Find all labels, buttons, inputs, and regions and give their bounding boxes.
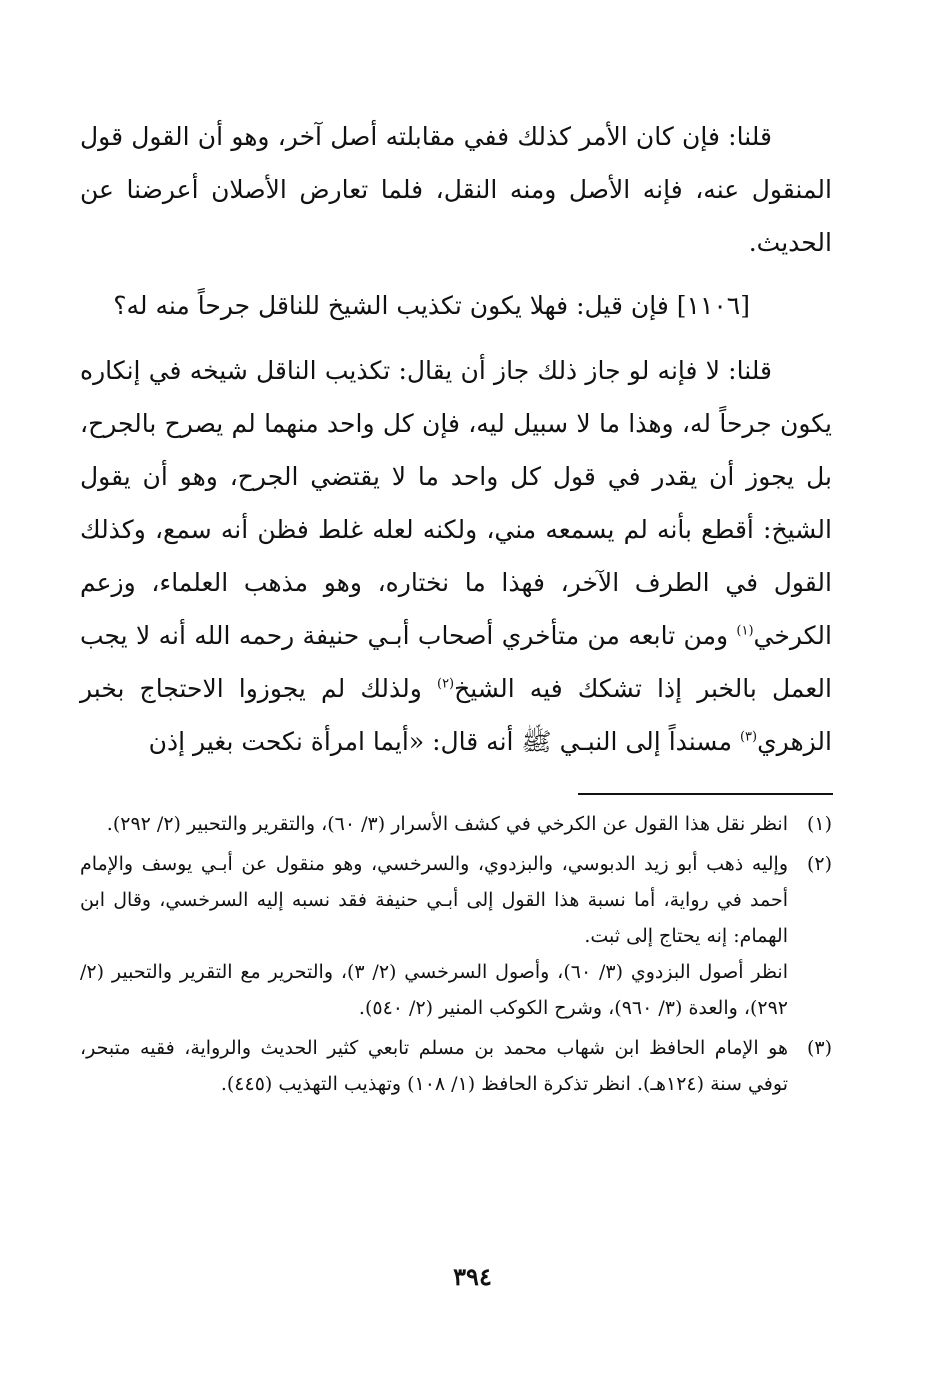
footnote-ref-1: (١) [736, 623, 754, 639]
paragraph-2-part-3: ولذلك لم يجوزوا الاحتجاج بخبر الزهري [80, 674, 832, 756]
footnote-1-number: (١) [806, 813, 832, 835]
footnote-2-number: (٢) [806, 853, 832, 875]
main-text [80, 110, 832, 768]
footnote-3-text: هو الإمام الحافظ ابن شهاب محمد بن مسلم تابعي كثير الحديث والرواية، فقيه متبحر، توفي سنة (١٢٤هـ). انظر تذكرة الحافظ (١/ ١٠٨) وتهذيب التهذيب (٤٤٥). [80, 1037, 788, 1095]
footnote-2 [80, 846, 832, 1026]
footnote-1 [80, 806, 832, 842]
footnote-3-number: (٣) [806, 1037, 832, 1059]
footnote-2-body [80, 846, 788, 1026]
footnote-ref-3: (٣) [739, 729, 758, 745]
paragraph-1: قلنا: فإن كان الأمر كذلك ففي مقابلته أصل آخر، وهو أن القول قول المنقول عنه، فإنه الأصل ومنه النقل، فلما تعارض الأصلان أعرضنا عن الحديث. [80, 122, 832, 257]
footnotes [80, 806, 832, 1106]
paragraph-2-part-2: ومن تابعه من متأخري أصحاب أبـي حنيفة رحمه الله أنه لا يجب العمل بالخبر إذا تشكك فيه الشيخ [80, 621, 832, 703]
footnote-2-text: وإليه ذهب أبو زيد الدبوسي، والبزدوي، والسرخسي، وهو منقول عن أبـي يوسف والإمام أحمد في رواية، أما نسبة هذا القول إلى أبـي حنيفة فقد نسبه إليه السرخسي، وقال ابن الهمام: إنه يحتاج إلى ثبت. [80, 853, 788, 947]
footnote-2-sources: انظر أصول البزدوي (٣/ ٦٠)، وأصول السرخسي (٢/ ٣)، والتحرير مع التقرير والتحبير (٢/ ٢٩٢)، والعدة (٣/ ٩٦٠)، وشرح الكوكب المنير (٢/ ٥٤٠). [80, 961, 788, 1019]
paragraph-2 [80, 344, 832, 768]
section-heading-1106: [١١٠٦] فإن قيل: فهلا يكون تكذيب الشيخ للناقل جرحاً منه له؟ [113, 291, 750, 320]
footnote-1-text: انظر نقل هذا القول عن الكرخي في كشف الأسرار (٣/ ٦٠)، والتقرير والتحبير (٢/ ٢٩٢). [106, 813, 788, 835]
paragraph-2-part-1: قلنا: لا فإنه لو جاز ذلك جاز أن يقال: تكذيب الناقل شيخه في إنكاره يكون جرحاً له، وهذا ما لا سبيل ليه، فإن كل واحد منهما لم يصرح بالجرح، بل يجوز أن يقدر في قول كل واحد ما لا يقتضي الجرح، وهو أن يقول الشيخ: أقطع بأنه لم يسمعه مني، ولكنه لعله غلط فظن أنه سمع، وكذلك القول في الطرف الآخر، فهذا ما نختاره، وهو مذهب العلماء، وزعم الكرخي [80, 356, 832, 650]
footnote-separator [578, 793, 833, 795]
page-number: ٣٩٤ [453, 1262, 492, 1291]
footnote-1-body [80, 806, 788, 842]
footnote-3 [80, 1030, 832, 1102]
paragraph-2-part-4: مسنداً إلى النبـي ﷺ أنه قال: «أيما امرأة نكحت بغير إذن [148, 727, 740, 756]
footnote-ref-2: (٢) [436, 676, 455, 692]
footnote-3-body [80, 1030, 788, 1102]
